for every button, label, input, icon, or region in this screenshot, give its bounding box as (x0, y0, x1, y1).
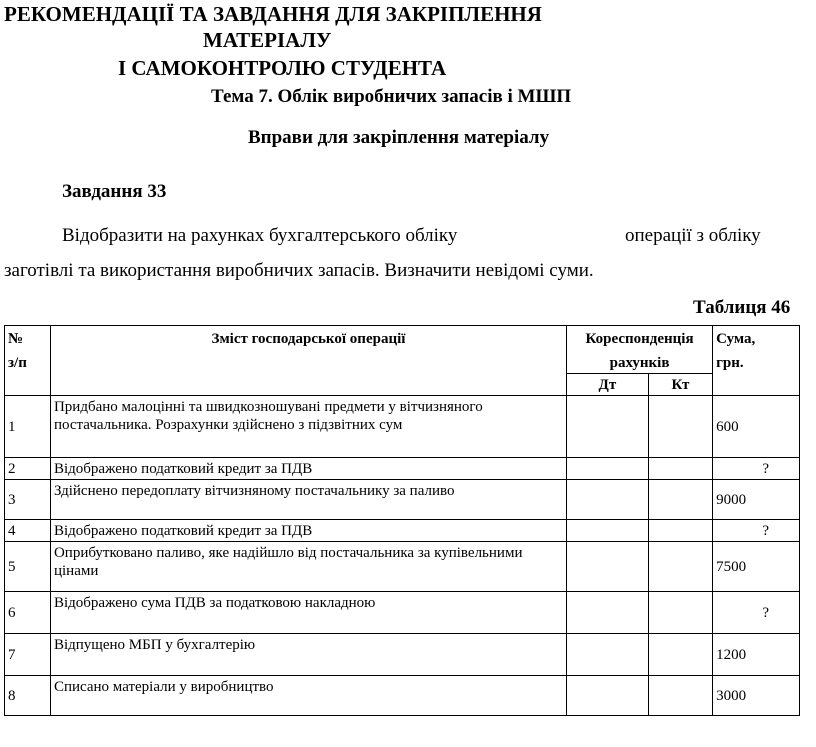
header-corr-line2: рахунків (609, 355, 670, 371)
row-kt (648, 592, 712, 634)
row-description: Відображено податковий кредит за ПДВ (50, 458, 566, 480)
row-num: 3 (5, 480, 51, 520)
row-dt (566, 542, 648, 592)
row-kt (648, 634, 712, 676)
row-num: 6 (5, 592, 51, 634)
row-description: Придбано малоцінні та швидкозношувані предмети у вітчизняного постачальника. Розрахунки здійснено з підзвітних сум (50, 396, 566, 458)
row-num: 7 (5, 634, 51, 676)
header-content: Зміст господарської операції (50, 326, 566, 396)
row-sum: 7500 (713, 542, 800, 592)
row-dt (566, 396, 648, 458)
header-sum-line2: грн. (716, 355, 744, 371)
row-num: 8 (5, 676, 51, 716)
row-kt (648, 542, 712, 592)
table-header-row (5, 326, 800, 374)
row-dt (566, 480, 648, 520)
row-kt (648, 676, 712, 716)
header-line-2: МАТЕРІАЛУ (203, 28, 332, 52)
task-title: Завдання 33 (62, 181, 167, 202)
table-row (5, 396, 800, 458)
row-sum: ? (713, 520, 800, 542)
header-corr-line1: Кореспонденція (585, 331, 694, 347)
header-num (5, 326, 51, 396)
table-row (5, 458, 800, 480)
row-description: Відображено податковий кредит за ПДВ (50, 520, 566, 542)
table-row (5, 634, 800, 676)
table-row (5, 542, 800, 592)
header-num-line2: з/п (8, 355, 27, 371)
row-num: 1 (5, 396, 51, 458)
row-kt (648, 458, 712, 480)
header-kt: Кт (648, 374, 712, 396)
row-dt (566, 676, 648, 716)
row-description: Здійснено передоплату вітчизняному постачальнику за паливо (50, 480, 566, 520)
table-row (5, 676, 800, 716)
header-sum (713, 326, 800, 396)
table-row (5, 480, 800, 520)
table-row (5, 520, 800, 542)
row-dt (566, 634, 648, 676)
row-sum: 3000 (713, 676, 800, 716)
header-sum-line1: Сума, (716, 331, 756, 347)
task-text-line2: заготівлі та використання виробничих запасів. Визначити невідомі суми. (4, 260, 594, 281)
row-sum: 1200 (713, 634, 800, 676)
row-kt (648, 480, 712, 520)
row-description: Оприбутковано паливо, яке надійшло від постачальника за купівельними цінами (50, 542, 566, 592)
section-subtitle: Вправи для закріплення матеріалу (248, 127, 550, 148)
row-dt (566, 520, 648, 542)
row-sum: ? (713, 458, 800, 480)
header-line-1: РЕКОМЕНДАЦІЇ ТА ЗАВДАННЯ ДЛЯ ЗАКРІПЛЕННЯ (4, 2, 542, 26)
row-kt (648, 520, 712, 542)
row-description: Відпущено МБП у бухгалтерію (50, 634, 566, 676)
row-sum: 600 (713, 396, 800, 458)
row-sum: ? (713, 592, 800, 634)
header-dt: Дт (566, 374, 648, 396)
row-num: 5 (5, 542, 51, 592)
table-row (5, 592, 800, 634)
row-description: Відображено сума ПДВ за податковою накладною (50, 592, 566, 634)
table-caption: Таблиця 46 (693, 297, 791, 318)
row-dt (566, 458, 648, 480)
row-num: 4 (5, 520, 51, 542)
task-text-line1-part2: операції з обліку (625, 225, 761, 246)
header-line-3: І САМОКОНТРОЛЮ СТУДЕНТА (118, 56, 447, 80)
row-dt (566, 592, 648, 634)
task-text-line1-part1: Відобразити на рахунках бухгалтерського обліку (62, 225, 458, 246)
header-correspondence (566, 326, 712, 374)
row-kt (648, 396, 712, 458)
row-description: Списано матеріали у виробництво (50, 676, 566, 716)
row-sum: 9000 (713, 480, 800, 520)
operations-table (4, 325, 800, 716)
topic-heading: Тема 7. Облік виробничих запасів і МШП (211, 86, 572, 107)
header-num-line1: № (8, 331, 24, 347)
row-num: 2 (5, 458, 51, 480)
